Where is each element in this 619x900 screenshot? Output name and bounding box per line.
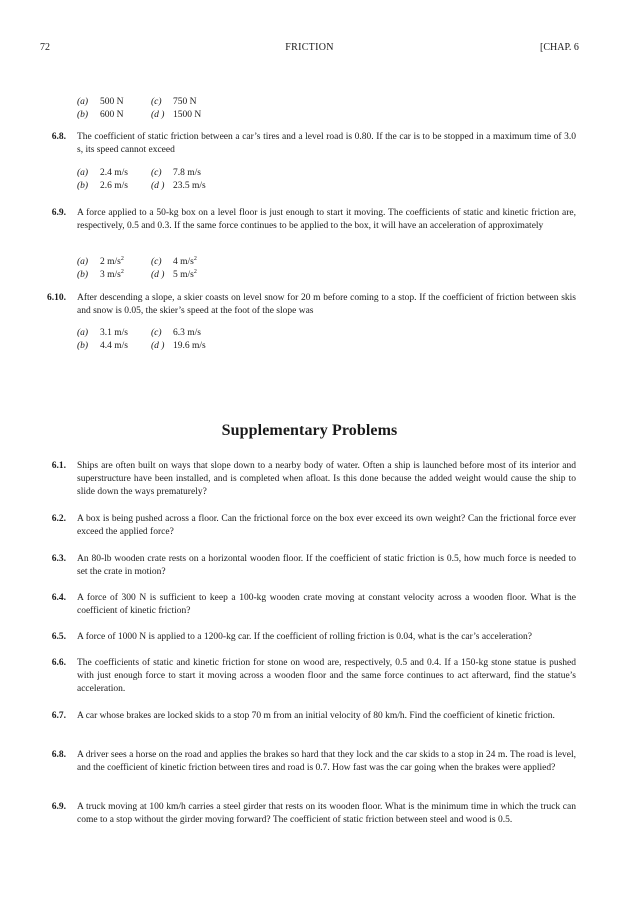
- option-label: (a): [77, 168, 89, 178]
- option-label: (d ): [151, 341, 165, 351]
- problem-text: After descending a slope, a skier coasts on level snow for 20 m before coming to a stop. If the coefficient of friction between skis and snow is 0.05, the skier’s speed at the foot of the slope was: [77, 293, 576, 317]
- option-value: 5 m/s: [173, 270, 194, 280]
- option-label: (b): [77, 110, 89, 120]
- option-value: 23.5 m/s: [173, 181, 206, 191]
- option-label: (b): [77, 181, 89, 191]
- problem-number: 6.3.: [51, 554, 66, 564]
- option-value: 4.4 m/s: [100, 341, 128, 351]
- page-number: 72: [40, 42, 50, 53]
- option-value: 6.3 m/s: [173, 328, 201, 338]
- problem-number: 6.1.: [51, 461, 66, 471]
- chapter-reference: [CHAP. 6: [540, 42, 579, 53]
- problem-text: A truck moving at 100 km/h carries a steel girder that rests on its wooden floor. What is the minimum time in which the truck can come to a stop without the girder moving forward? The coefficient of static friction between steel and wood is 0.5.: [77, 802, 576, 826]
- answer-options: [77, 256, 224, 282]
- problem-text: Ships are often built on ways that slope down to a nearby body of water. Often a ship is launched before most of its interior and superstructure have been installed, and is completed when afloat. Is this done because the added weight would cause the ship to slide down the ways prematurely?: [77, 461, 576, 498]
- option-value: 2 m/s: [100, 257, 121, 267]
- exponent: 2: [193, 256, 197, 262]
- option-value: 750 N: [173, 97, 197, 107]
- answer-options: [77, 96, 224, 122]
- exponent: 2: [120, 269, 124, 275]
- problem-text: A force of 1000 N is applied to a 1200-kg car. If the coefficient of rolling friction is 0.04, what is the car’s acceleration?: [77, 632, 532, 642]
- option-label: (c): [151, 328, 162, 338]
- option-label: (c): [151, 168, 162, 178]
- problem-number: 6.6.: [51, 658, 66, 668]
- problem-text: The coefficient of static friction between a car’s tires and a level road is 0.80. If the car is to be stopped in a maximum time of 3.0 s, its speed cannot exceed: [77, 132, 576, 156]
- option-value: 600 N: [100, 110, 124, 120]
- option-label: (d ): [151, 270, 165, 280]
- option-value: 1500 N: [173, 110, 202, 120]
- problem-number: 6.9.: [51, 208, 66, 218]
- option-label: (a): [77, 328, 89, 338]
- option-label: (b): [77, 270, 89, 280]
- problem-text: A force of 300 N is sufficient to keep a 100-kg wooden crate moving at constant velocity across a wooden floor. What is the coefficient of kinetic friction?: [77, 593, 576, 617]
- problem-number: 6.9.: [51, 802, 66, 812]
- option-label: (c): [151, 257, 162, 267]
- option-label: (c): [151, 97, 162, 107]
- option-value: 3.1 m/s: [100, 328, 128, 338]
- option-value: 2.4 m/s: [100, 168, 128, 178]
- option-value: 7.8 m/s: [173, 168, 201, 178]
- problem-number: 6.5.: [51, 632, 66, 642]
- option-value: 3 m/s: [100, 270, 121, 280]
- answer-options: [77, 327, 224, 353]
- exponent: 2: [120, 256, 124, 262]
- answer-options: [77, 167, 224, 193]
- option-label: (a): [77, 97, 89, 107]
- chapter-title: FRICTION: [285, 42, 334, 53]
- problem-number: 6.4.: [51, 593, 66, 603]
- problem-text: A car whose brakes are locked skids to a stop 70 m from an initial velocity of 80 km/h. Find the coefficient of kinetic friction.: [77, 711, 555, 721]
- problem-text: An 80-lb wooden crate rests on a horizontal wooden floor. If the coefficient of static friction is 0.5, how much force is needed to set the crate in motion?: [77, 554, 576, 578]
- option-label: (d ): [151, 181, 165, 191]
- option-label: (a): [77, 257, 89, 267]
- option-value: 19.6 m/s: [173, 341, 206, 351]
- problem-number: 6.10.: [47, 293, 66, 303]
- exponent: 2: [193, 269, 197, 275]
- problem-number: 6.8.: [51, 132, 66, 142]
- option-label: (d ): [151, 110, 165, 120]
- problem-text: The coefficients of static and kinetic friction for stone on wood are, respectively, 0.5 and 0.4. If a 150-kg stone statue is pushed with just enough force to start it moving across a wooden floor and the same force continues to act afterward, find the statue’s acceleration.: [77, 658, 576, 695]
- option-value: 500 N: [100, 97, 124, 107]
- problem-number: 6.8.: [51, 750, 66, 760]
- option-label: (b): [77, 341, 89, 351]
- problem-text: A force applied to a 50-kg box on a level floor is just enough to start it moving. The coefficients of static and kinetic friction are, respectively, 0.5 and 0.3. If the same force continues to be applied to the box, it will have an acceleration of approximately: [77, 208, 576, 232]
- option-value: 2.6 m/s: [100, 181, 128, 191]
- problem-number: 6.7.: [51, 711, 66, 721]
- problem-text: A driver sees a horse on the road and applies the brakes so hard that they lock and the car skids to a stop in 24 m. The road is level, and the coefficient of kinetic friction between tires and road is 0.7. How fast was the car going when the brakes were applied?: [77, 750, 576, 774]
- option-value: 4 m/s: [173, 257, 194, 267]
- section-title: Supplementary Problems: [221, 422, 398, 439]
- problem-text: A box is being pushed across a floor. Can the frictional force on the box ever exceed its own weight? Can the frictional force ever exceed the applied force?: [77, 514, 576, 538]
- problem-number: 6.2.: [51, 514, 66, 524]
